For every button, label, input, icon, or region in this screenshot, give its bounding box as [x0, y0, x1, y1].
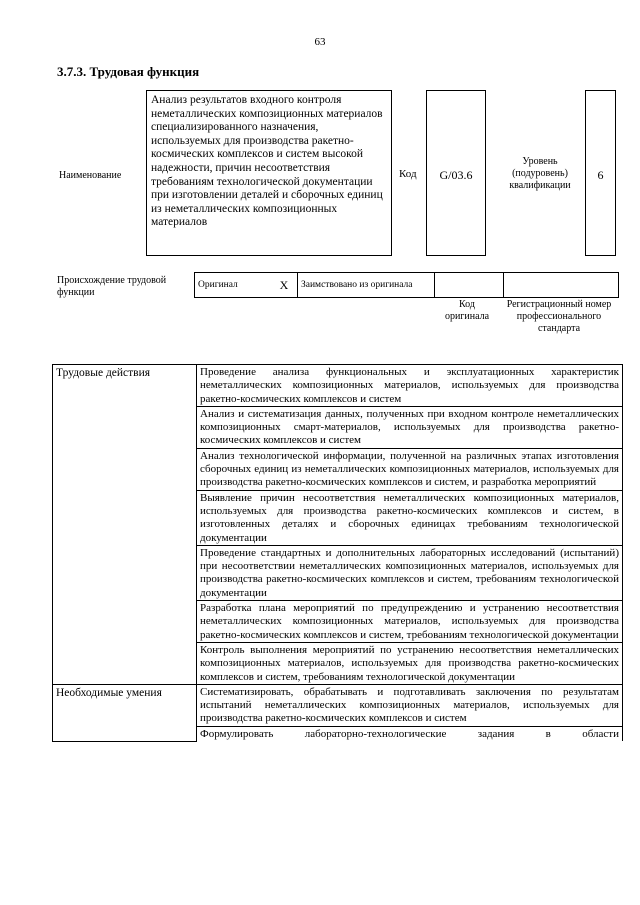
labor-action-item: Контроль выполнения мероприятий по устранению несоответствия неметаллических композиционных материалов, используемых для производства ракетно-космических комплексов и систем, требованиям технологической документации [197, 642, 623, 684]
origin-original-label: Оригинал [198, 280, 238, 290]
code-value: G/03.6 [439, 168, 473, 182]
name-label: Наименование [59, 170, 122, 181]
level-value: 6 [597, 168, 604, 182]
skill-item: Формулировать лабораторно-технологические задания в области [197, 726, 623, 741]
labor-action-item: Проведение стандартных и дополнительных лабораторных исследований (испытаний) при несоответствии неметаллических композиционных материалов, используемых для производства ракетно-космических комплексов и систем, требованиям технологической документации [197, 545, 623, 600]
section-title: 3.7.3. Трудовая функция [57, 64, 200, 79]
labor-table [52, 364, 623, 742]
labor-action-item: Проведение анализа функциональных и эксплуатационных характеристик неметаллических композиционных материалов, используемых для производства ракетно-космических комплексов и систем [197, 365, 623, 407]
labor-action-item: Анализ технологической информации, полученной на различных этапах изготовления сборочных единиц из неметаллических композиционных материалов, используемых для производства ракетно-космических комплексов и систем, и разработка мероприятий [197, 448, 623, 490]
function-name: Анализ результатов входного контроля неметаллических композиционных материалов специализированного назначения, используемых для производства ракетно-космических комплексов и систем высокой надежности, причин несоответствия требованиям технологической документации при изготовлении деталей и сборочных единиц из неметаллических композиционных материалов [146, 90, 392, 256]
code-label: Код [399, 168, 417, 180]
origin-mark: X [271, 273, 298, 298]
origin-reg-cell [504, 273, 619, 298]
skills-label: Необходимые умения [53, 684, 197, 741]
labor-action-item: Выявление причин несоответствия неметаллических композиционных материалов, используемых для производства ракетно-космических комплексов и систем, в изготовленных деталях и сборочных единицах требованиям технологической документации [197, 490, 623, 545]
origin-reg-label: Регистрационный номер профессионального стандарта [506, 299, 612, 334]
origin-label: Происхождение трудовой функции [57, 275, 167, 298]
origin-table [194, 272, 619, 298]
labor-actions-label: Трудовые действия [53, 365, 197, 685]
origin-borrowed-label: Заимствовано из оригинала [298, 273, 435, 298]
labor-action-item: Разработка плана мероприятий по предупреждению и устранению несоответствия неметаллических композиционных материалов, используемых для производства ракетно-космических комплексов и систем, требованиям технологической документации [197, 601, 623, 643]
level-label: Уровень (подуровень) квалификации [509, 156, 571, 191]
page-number: 63 [314, 36, 326, 48]
skill-item: Систематизировать, обрабатывать и подготавливать заключения по результатам испытаний неметаллических композиционных материалов, используемых для производства ракетно-космических комплексов и систем [197, 684, 623, 726]
origin-code-label: Код оригинала [444, 299, 490, 322]
origin-code-cell [435, 273, 504, 298]
labor-action-item: Анализ и систематизация данных, полученных при входном контроле неметаллических композиционных смарт-материалов, используемых для производства ракетно-космических комплексов и систем [197, 406, 623, 448]
